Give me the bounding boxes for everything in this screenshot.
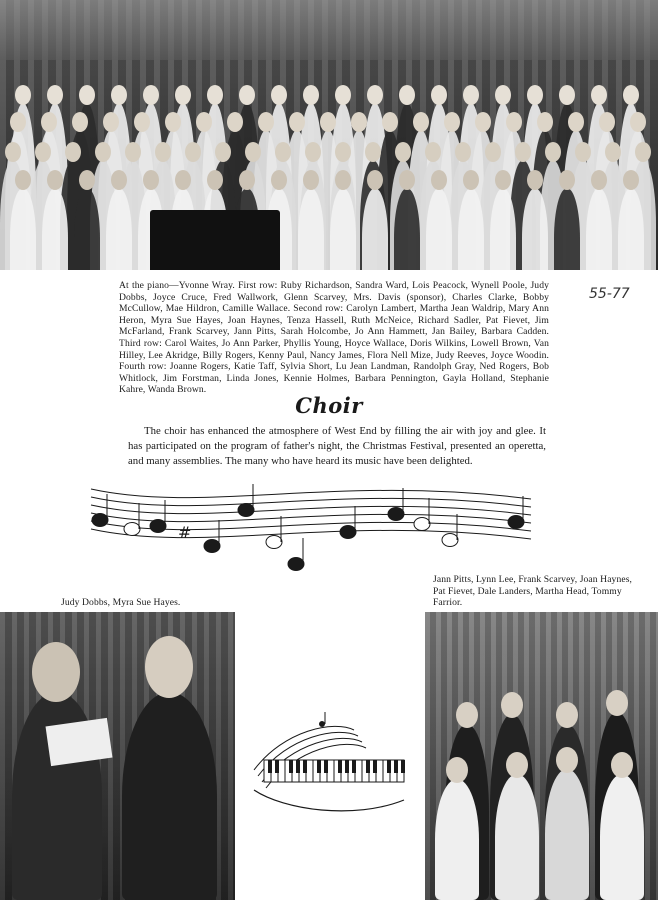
- music-note: [508, 516, 524, 529]
- photo-face: [239, 85, 255, 105]
- duo-photo: [0, 612, 235, 900]
- photo-face: [103, 112, 119, 132]
- photo-face: [47, 170, 63, 190]
- photo-face: [175, 85, 191, 105]
- photo-face: [367, 170, 383, 190]
- music-note: [266, 536, 282, 549]
- photo-face: [15, 170, 31, 190]
- photo-face: [365, 142, 381, 162]
- photo-face: [79, 85, 95, 105]
- photo-face: [485, 142, 501, 162]
- photo-face: [395, 142, 411, 162]
- photo-face: [413, 112, 429, 132]
- photo-face: [623, 85, 639, 105]
- photo-face: [143, 85, 159, 105]
- piano-black-key: [401, 760, 405, 773]
- photo-face: [125, 142, 141, 162]
- photo-face: [367, 85, 383, 105]
- photo-face: [545, 142, 561, 162]
- photo-face: [134, 112, 150, 132]
- photo-face: [215, 142, 231, 162]
- photo-face: [10, 112, 26, 132]
- photo-face: [506, 112, 522, 132]
- photo-face: [382, 112, 398, 132]
- photo-face: [258, 112, 274, 132]
- photo-face: [527, 170, 543, 190]
- photo-face: [207, 85, 223, 105]
- photo-face: [623, 170, 639, 190]
- photo-figure: [495, 774, 539, 900]
- music-note: [340, 526, 356, 539]
- handwritten-page-mark: 55-77: [589, 286, 630, 302]
- photo-face: [72, 112, 88, 132]
- photo-face: [227, 112, 243, 132]
- photo-face: [456, 702, 478, 728]
- photo-face: [591, 170, 607, 190]
- photo-face: [207, 170, 223, 190]
- photo-face: [47, 85, 63, 105]
- photo-face: [463, 85, 479, 105]
- photo-face: [275, 142, 291, 162]
- photo-face: [446, 757, 468, 783]
- photo-face: [335, 170, 351, 190]
- photo-face: [559, 170, 575, 190]
- photo-face: [611, 752, 633, 778]
- photo-face: [239, 170, 255, 190]
- music-note: [442, 534, 458, 547]
- photo-face: [556, 702, 578, 728]
- piano-keyboard-illustration: [244, 710, 414, 830]
- photo-face: [527, 85, 543, 105]
- photo-face: [475, 112, 491, 132]
- photo-face: [399, 170, 415, 190]
- photo-face: [431, 85, 447, 105]
- photo-face: [568, 112, 584, 132]
- photo-face: [95, 142, 111, 162]
- photo-face: [175, 170, 191, 190]
- music-staff-illustration: [86, 474, 536, 574]
- photo-face: [506, 752, 528, 778]
- photo-face: [111, 85, 127, 105]
- photo-face: [495, 85, 511, 105]
- photo-face: [605, 142, 621, 162]
- page-title: Choir: [295, 393, 363, 418]
- photo-face: [289, 112, 305, 132]
- photo-face: [303, 85, 319, 105]
- music-note: [92, 514, 108, 527]
- photo-face: [599, 112, 615, 132]
- photo-face: [15, 85, 31, 105]
- choir-group-photo: [0, 0, 658, 270]
- photo-face: [5, 142, 21, 162]
- photo-face: [155, 142, 171, 162]
- photo-face: [271, 170, 287, 190]
- small-group-photo: [425, 612, 658, 900]
- photo-face: [515, 142, 531, 162]
- duo-photo-caption: Judy Dobbs, Myra Sue Hayes.: [61, 597, 181, 608]
- photo-face: [41, 112, 57, 132]
- photo-face: [165, 112, 181, 132]
- photo-face: [559, 85, 575, 105]
- photo-face: [196, 112, 212, 132]
- photo-face: [271, 85, 287, 105]
- photo-face: [455, 142, 471, 162]
- photo-face: [35, 142, 51, 162]
- music-note: [150, 520, 166, 533]
- photo-face: [606, 690, 628, 716]
- photo-face: [431, 170, 447, 190]
- music-note: [414, 518, 430, 531]
- photo-face: [635, 142, 651, 162]
- group-photo-caption: At the piano—Yvonne Wray. First row: Ruby Richardson, Sandra Ward, Lois Peacock, Wynell Poole, Judy Dobbs, Joyce Cruce, Fred Wallwork, Glenn Scarvey, Mrs. Davis (sponsor), Charles Clarke, Bobby McCullow, Mae Hildron, Camille Wallace. Second row: Carolyn Lambert, Martha Jean Waldrip, Mary Ann Heron, Myra Sue Hayes, Joan Haynes, Tenza Hassell, Ruth McNeice, Richard Sadler, Pat Fievet, Jim McFarland, Frank Scarvey, Jann Pitts, Sarah Holcombe, Jo Ann Hammett, Jan Bailey, Barbara Cadden. Third row: Carol Waites, Jo Ann Parker, Phyllis Young, Hoyce Wallace, Doris Wilkins, Lowell Brown, Van Hilley, Lee Akridge, Billy Rogers, Kenny Paul, Nancy James, Flora Nell Mize, Judy Reeves, Joyce Woodin. Fourth row: Joanne Rogers, Katie Taff, Sylvia Short, Lu Jean Landman, Randolph Gray, Ned Rogers, Bob Whitlock, Jim Forstman, Linda Jones, Kennie Holmes, Barbara Pennington, Gayla Holland, Stephanie Kahre, Wanda Brown.: [119, 280, 549, 396]
- small-group-caption: Jann Pitts, Lynn Lee, Frank Scarvey, Joan Haynes, Pat Fievet, Dale Landers, Martha Head, Tommy Farrior.: [433, 574, 633, 609]
- photo-face: [537, 112, 553, 132]
- photo-figure: [545, 769, 589, 900]
- photo-figure: [435, 779, 479, 900]
- choir-description: The choir has enhanced the atmosphere of West End by filling the air with joy and glee. It has participated on the program of father's night, the Christmas Festival, presented an operetta, and many assemblies. The many who have heard its music have been delighted.: [128, 425, 546, 467]
- photo-face: [245, 142, 261, 162]
- photo-face: [320, 112, 336, 132]
- photo-face: [335, 142, 351, 162]
- photo-face: [335, 85, 351, 105]
- photo-face: [444, 112, 460, 132]
- photo-face: [79, 170, 95, 190]
- photo-face: [143, 170, 159, 190]
- photo-face: [399, 85, 415, 105]
- music-note: [238, 504, 254, 517]
- photo-face: [630, 112, 646, 132]
- photo-face: [556, 747, 578, 773]
- photo-figure: [600, 774, 644, 900]
- photo-face: [591, 85, 607, 105]
- photo-face: [495, 170, 511, 190]
- photo-face: [111, 170, 127, 190]
- photo-face: [351, 112, 367, 132]
- music-note: [204, 540, 220, 553]
- photo-face: [463, 170, 479, 190]
- photo-face: [65, 142, 81, 162]
- music-note: [124, 523, 140, 536]
- svg-text:#: #: [178, 523, 192, 542]
- piano-in-photo: [150, 210, 280, 270]
- photo-face: [303, 170, 319, 190]
- music-note: [288, 558, 304, 571]
- photo-face: [575, 142, 591, 162]
- music-note: [388, 508, 404, 521]
- photo-face: [501, 692, 523, 718]
- photo-face: [305, 142, 321, 162]
- photo-face: [425, 142, 441, 162]
- photo-face: [185, 142, 201, 162]
